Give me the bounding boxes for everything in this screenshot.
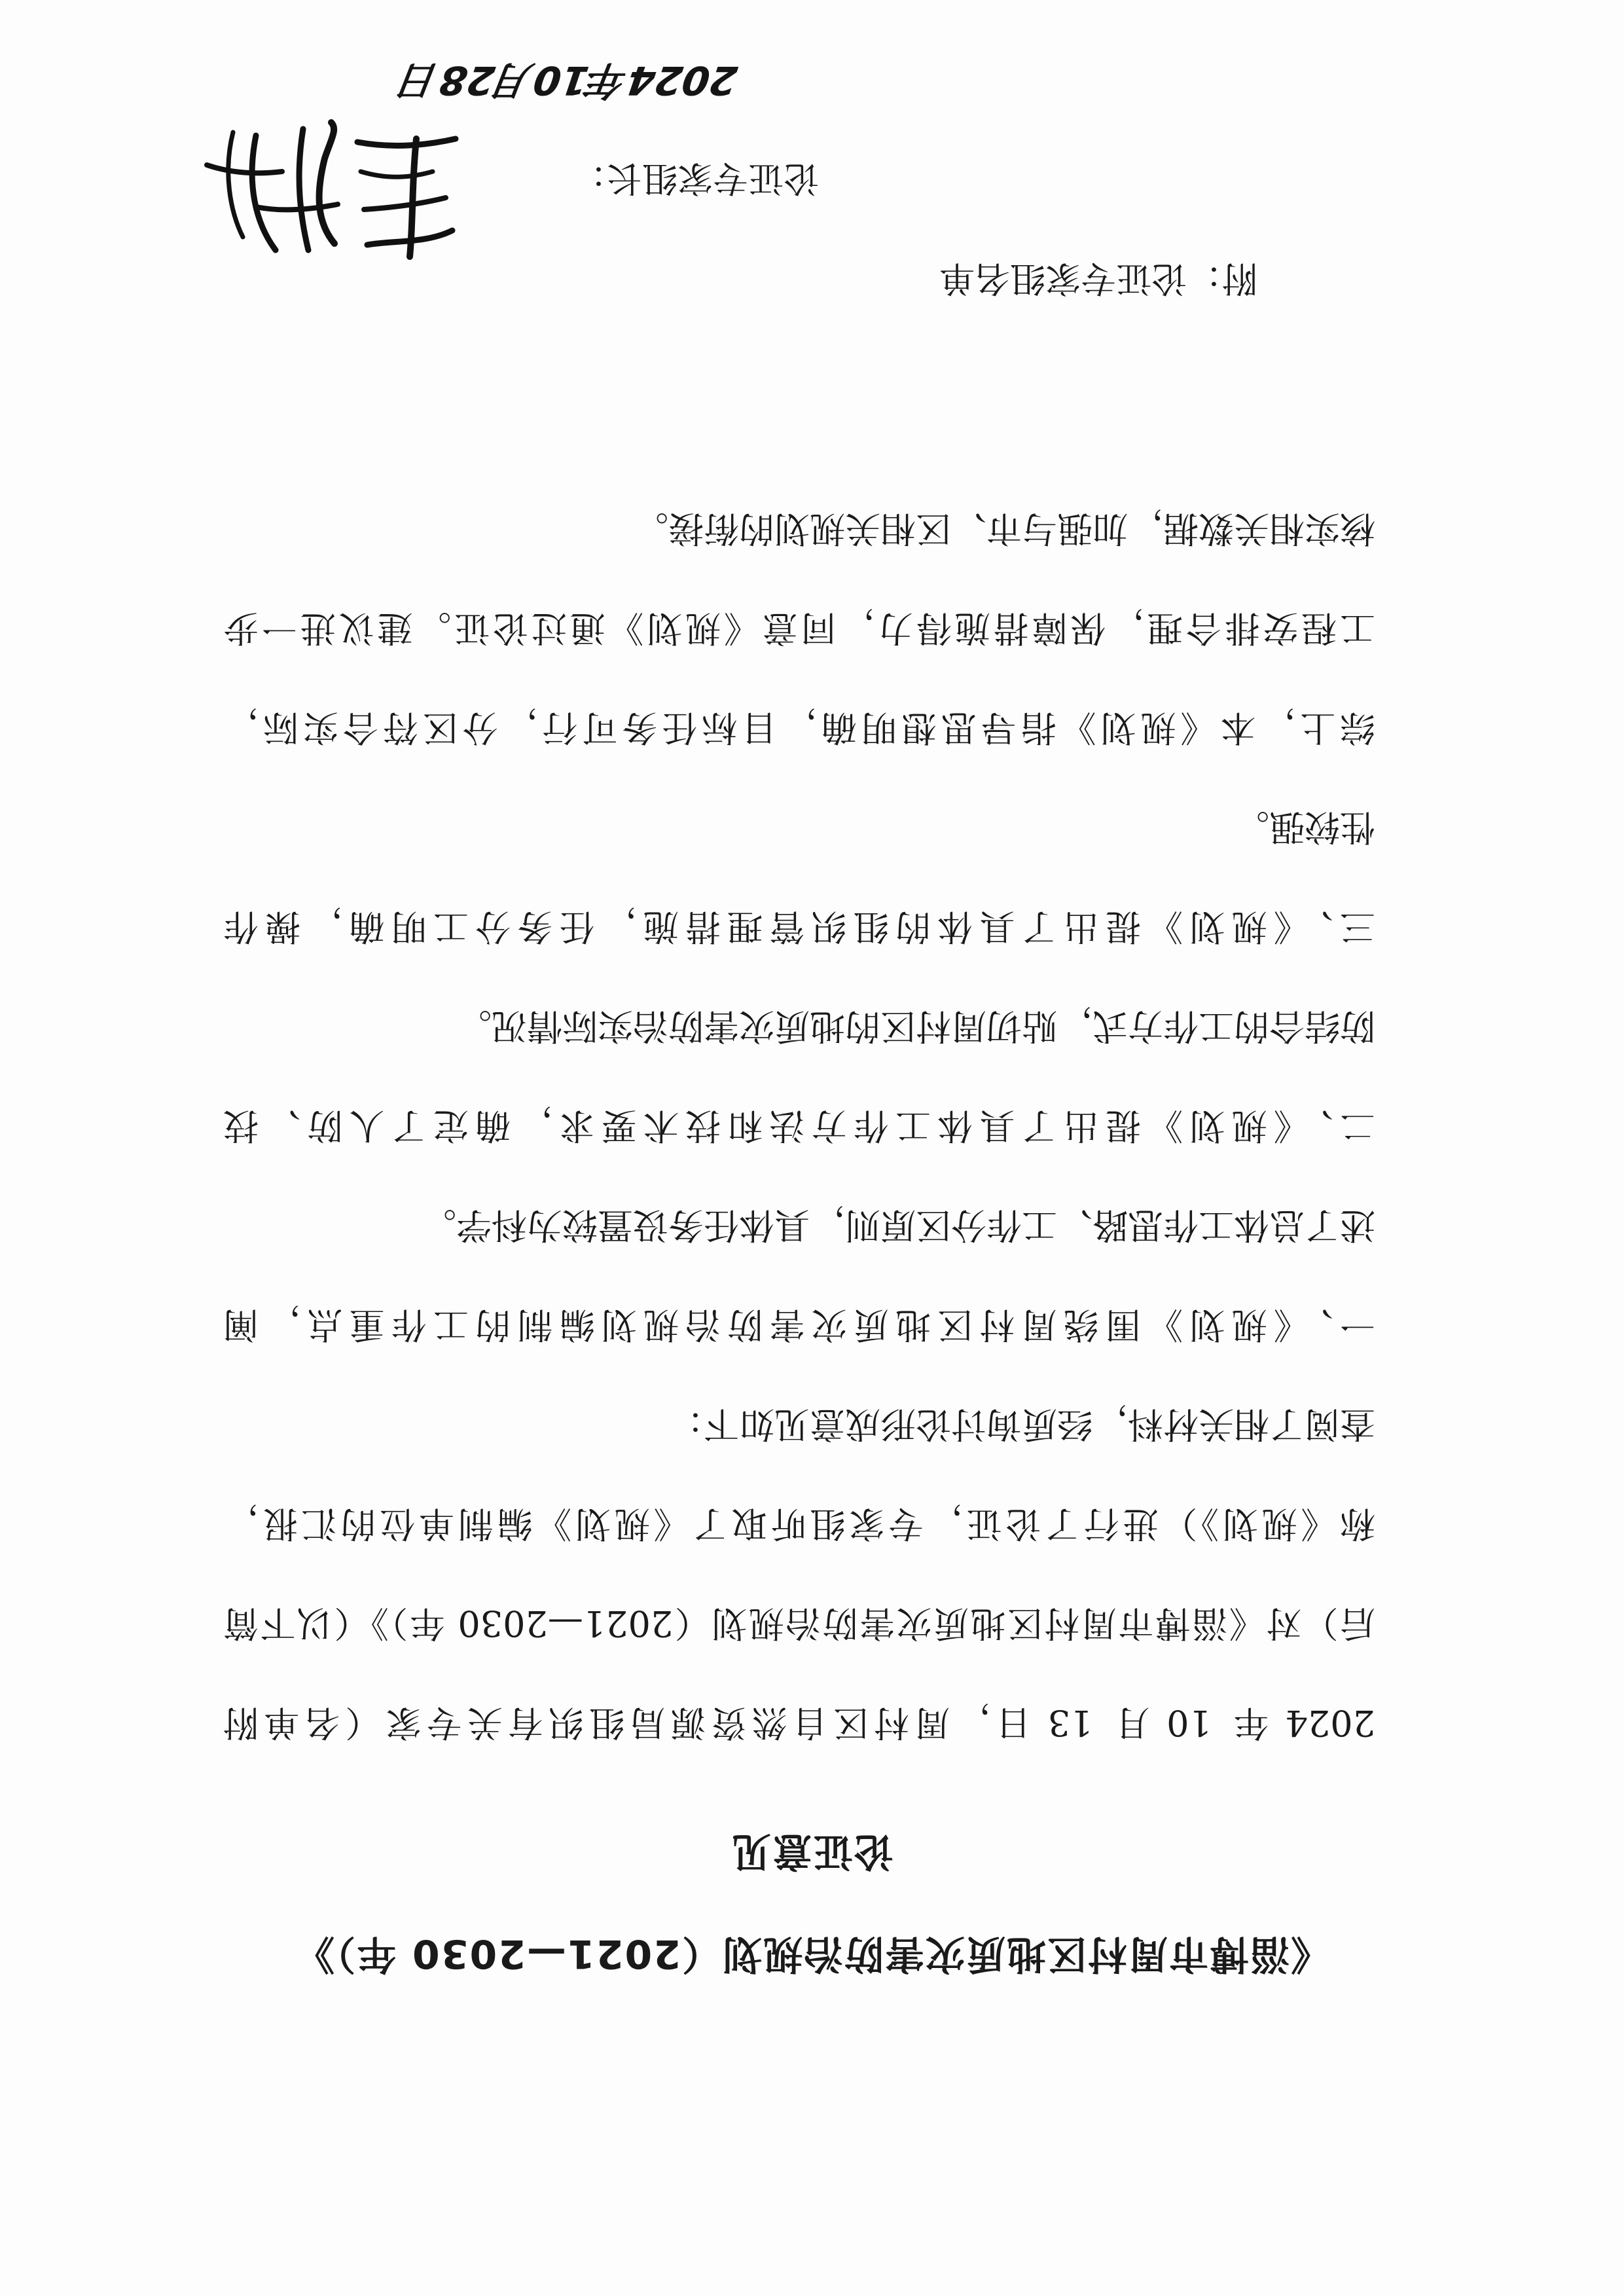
leader-label: 论证专家组长： [571,158,819,199]
handwritten-signature [197,119,472,270]
body-line: 一、《规划》围绕周村区地质灾害防治规划编制的工作重点，阐 [223,1304,1375,1345]
signature-date: 2024年10月28日 [397,57,740,103]
body-line: 工程安排合理，保障措施得力，同意《规划》通过论证。建议进一步 [223,608,1375,649]
body-line: 综上，本《规划》指导思想明确，目标任务可行，分区符合实际， [223,707,1375,748]
body-line: 2024 年 10 月 13 日，周村区自然资源局组织有关专家（名单附 [223,1702,1375,1743]
body-line: 述了总体工作思路、工作分区原则，具体任务设置较为科学。 [421,1205,1375,1246]
appendix-line: 附：论证专家组名单 [939,258,1257,299]
body-line: 二、《规划》提出了具体工作方法和技术要求，确定了人防、技 [223,1105,1375,1146]
body-line: 后）对《淄博市周村区地质灾害防治规划（2021—2030 年）》（以下简 [223,1603,1375,1644]
body-line: 防结合的工作方式，贴切周村区的地质灾害防治实际情况。 [456,1006,1375,1047]
body-line: 称《规划》）进行了论证，专家组听取了《规划》编制单位的汇报， [223,1503,1375,1544]
body-line: 性较强。 [1234,807,1375,848]
body-line: 三、《规划》提出了具体的组织管理措施，任务分工明确，操作 [223,906,1375,947]
document-title: 《淄博市周村区地质灾害防治规划（2021—2030 年）》 [294,1931,1330,1977]
document-subtitle: 论证意见 [731,1828,893,1874]
body-line: 核实相关数据，加强与市、区相关规划的衔接。 [633,508,1375,549]
body-line: 查阅了相关材料，经质询讨论形成意见如下： [668,1404,1375,1445]
